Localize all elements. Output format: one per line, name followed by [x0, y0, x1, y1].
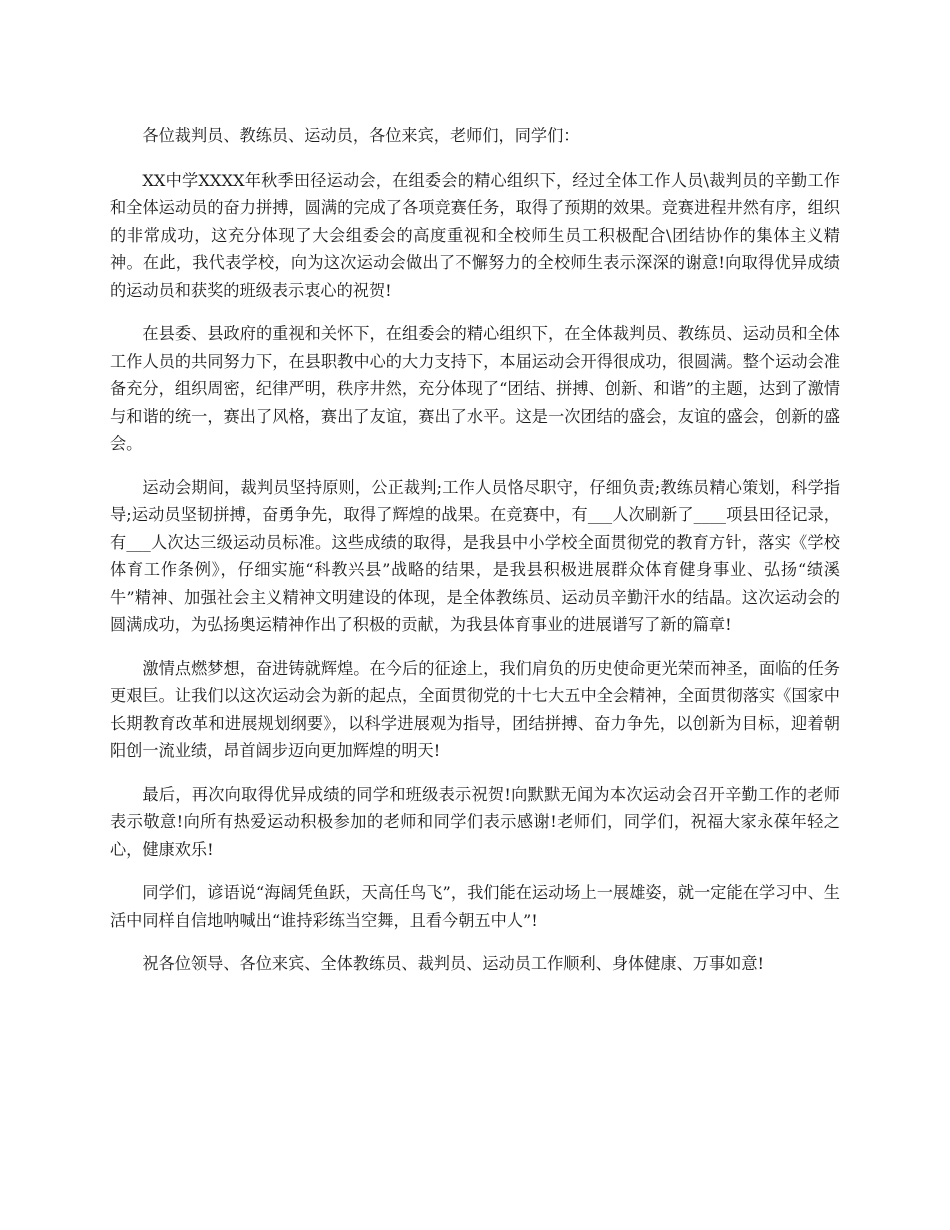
paragraph-6: 同学们，谚语说“海阔凭鱼跃，天高任鸟飞”，我们能在运动场上一展雄姿，就一定能在学习中、生活中同样自信地呐喊出“谁持彩练当空舞，且看今朝五中人”!: [110, 883, 840, 930]
paragraph-2: 在县委、县政府的重视和关怀下，在组委会的精心组织下，在全体裁判员、教练员、运动员和全体工作人员的共同努力下，在县职教中心的大力支持下，本届运动会开得很成功，很圆满。整个运动会准备充分，组织周密，纪律严明，秩序井然，充分体现了“团结、拼搏、创新、和谐”的主题，达到了激情与和谐的统一，赛出了风格，赛出了友谊，赛出了水平。这是一次团结的盛会，友谊的盛会，创新的盛会。: [110, 324, 840, 453]
document-body: [110, 122, 840, 994]
salutation: 各位裁判员、教练员、运动员，各位来宾，老师们，同学们：: [142, 126, 580, 145]
paragraph-3: 运动会期间，裁判员坚持原则，公正裁判;工作人员恪尽职守，仔细负责;教练员精心策划，科学指导;运动员坚韧拼搏，奋勇争先，取得了辉煌的战果。在竞赛中，有___人次刷新了____项县田径记录，有___人次达三级运动员标准。这些成绩的取得，是我县中小学校全面贯彻党的教育方针，落实《学校体育工作条例》，仔细实施“科教兴县”战略的结果，是我县积极进展群众体育健身事业、弘扬“绩溪牛”精神、加强社会主义精神文明建设的体现，是全体教练员、运动员辛勤汗水的结晶。这次运动会的圆满成功，为弘扬奥运精神作出了积极的贡献，为我县体育事业的进展谱写了新的篇章!: [110, 477, 840, 634]
paragraph-7: 祝各位领导、各位来宾、全体教练员、裁判员、运动员工作顺利、身体健康、万事如意!: [142, 954, 765, 973]
paragraph-4: 激情点燃梦想，奋进铸就辉煌。在今后的征途上，我们肩负的历史使命更光荣而神圣，面临的任务更艰巨。让我们以这次运动会为新的起点，全面贯彻党的十七大五中全会精神，全面贯彻落实《国家中长期教育改革和进展规划纲要》，以科学进展观为指导，团结拼搏、奋力争先，以创新为目标，迎着朝阳创一流业绩，昂首阔步迈向更加辉煌的明天!: [110, 658, 840, 760]
paragraph-1: XX中学XXXX年秋季田径运动会，在组委会的精心组织下，经过全体工作人员\裁判员的辛勤工作和全体运动员的奋力拼搏，圆满的完成了各项竞赛任务，取得了预期的效果。竞赛进程井然有序，组织的非常成功，这充分体现了大会组委会的高度重视和全校师生员工积极配合\团结协作的集体主义精神。在此，我代表学校，向为这次运动会做出了不懈努力的全校师生表示深深的谢意!向取得优异成绩的运动员和获奖的班级表示衷心的祝贺!: [110, 170, 840, 300]
paragraph-5: 最后，再次向取得优异成绩的同学和班级表示祝贺!向默默无闻为本次运动会召开辛勤工作的老师表示敬意!向所有热爱运动积极参加的老师和同学们表示感谢!老师们，同学们，祝福大家永葆年轻之心，健康欢乐!: [110, 784, 840, 859]
